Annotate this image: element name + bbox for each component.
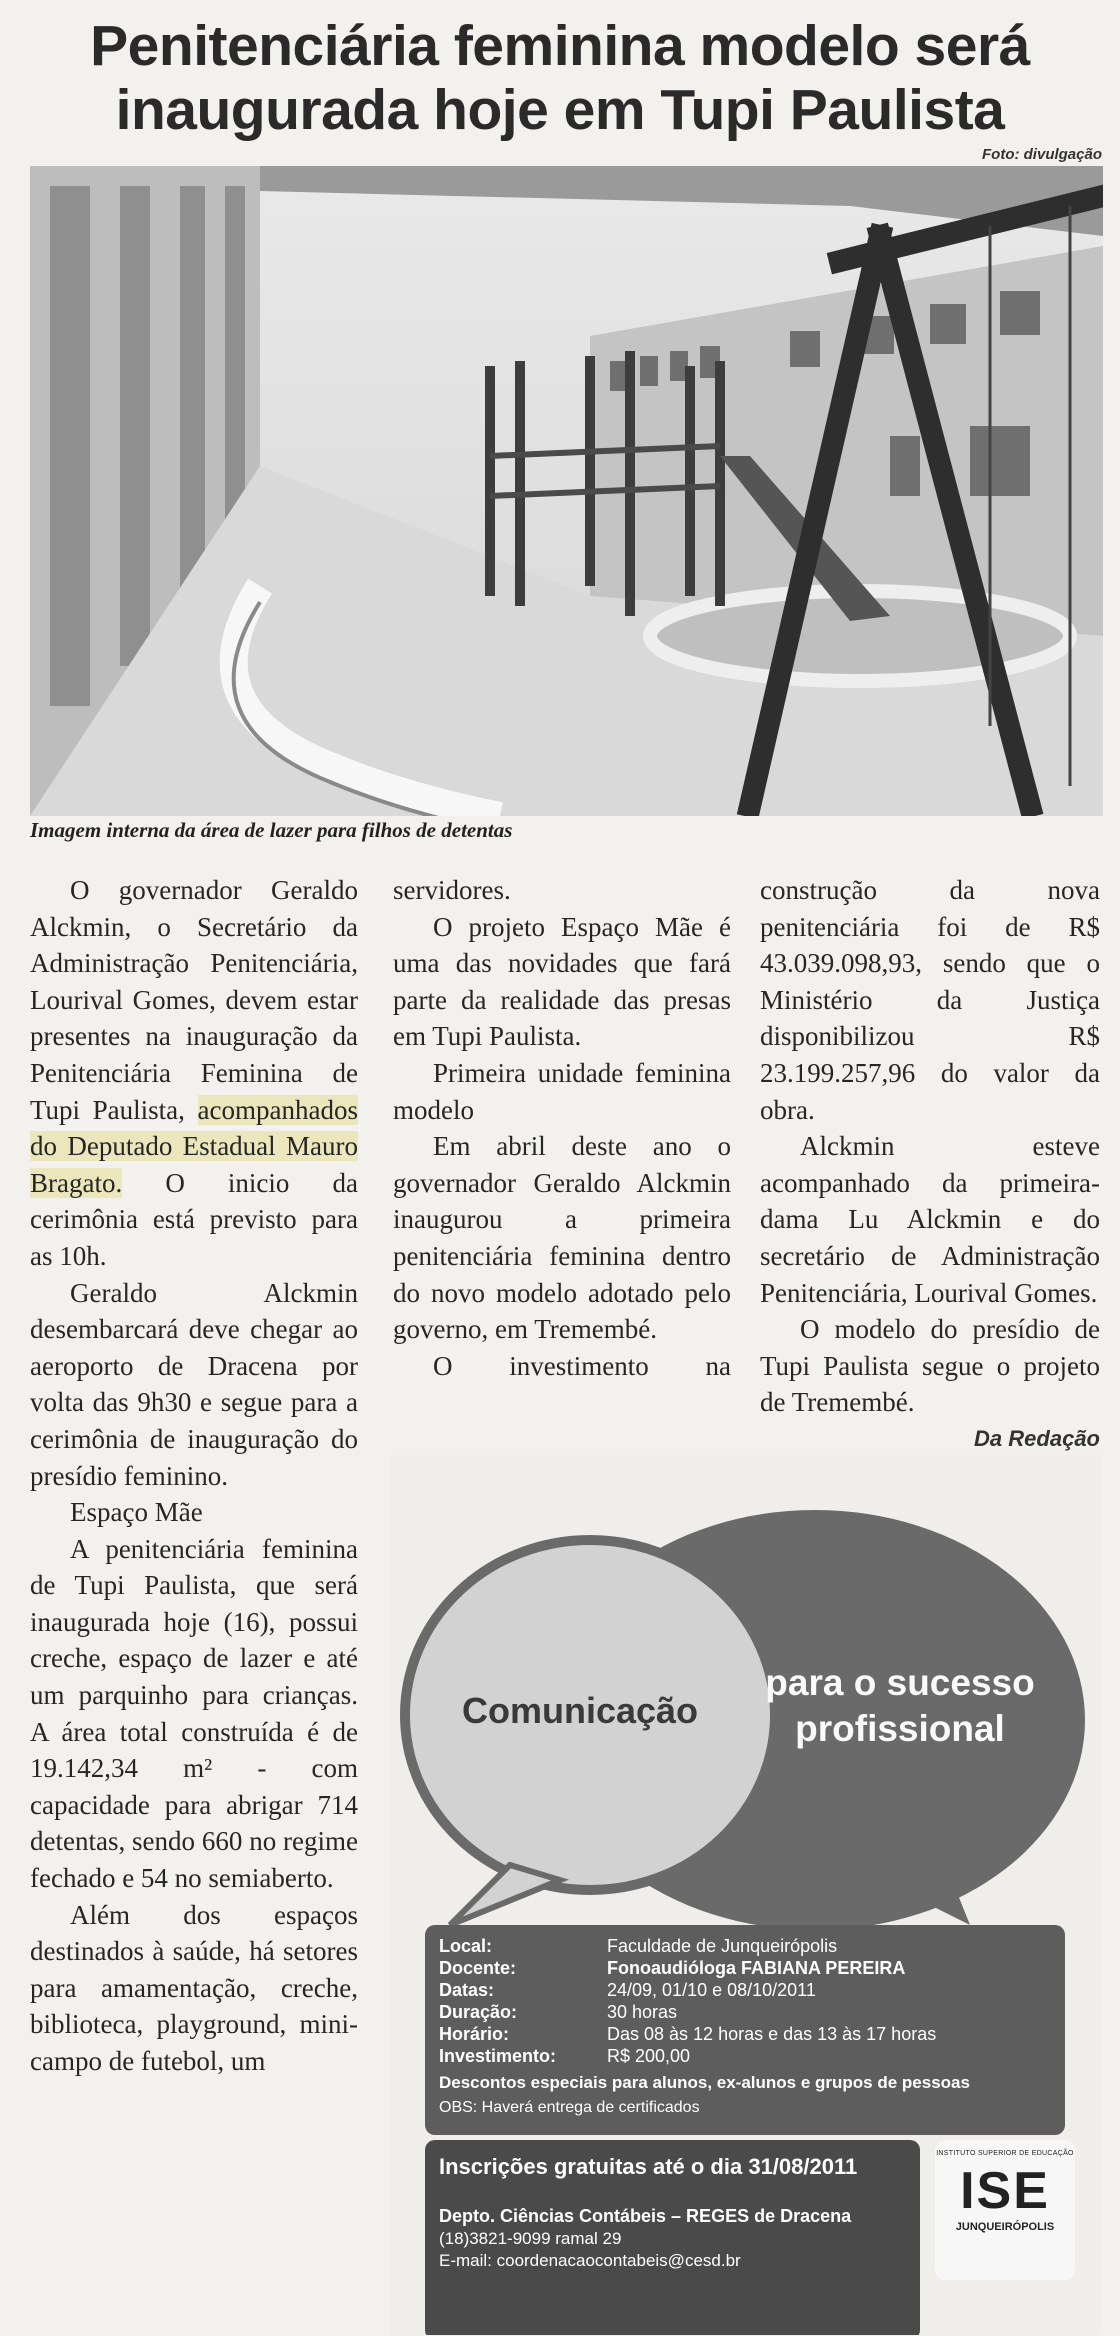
article-photo bbox=[30, 166, 1103, 816]
info-row: Datas: 24/09, 01/10 e 08/10/2011 bbox=[439, 1980, 816, 2000]
email: E-mail: coordenacaocontabeis@cesd.br bbox=[439, 2251, 741, 2270]
paragraph: O investimento na bbox=[433, 1350, 731, 1381]
certificate-note: OBS: Haverá entrega de certificados bbox=[439, 2099, 700, 2116]
headline-line-2: inaugurada hoje em Tupi Paulista bbox=[115, 78, 1005, 142]
headline bbox=[20, 14, 1100, 142]
paragraph: Geraldo Alckmin desembarcará deve chegar ao aeroporto de Dracena por volta das 9h30 e segue para a cerimônia de inauguração do presídio feminino. bbox=[30, 1277, 358, 1491]
info-row: Local: Faculdade de Junqueirópolis bbox=[439, 1936, 838, 1956]
paragraph: O projeto Espaço Mãe é uma das novidades que fará parte da realidade das presas em Tupi Paulista. bbox=[393, 911, 731, 1052]
phone: (18)3821-9099 ramal 29 bbox=[439, 2229, 622, 2248]
ad-bubble-left: Comunicação bbox=[461, 1690, 699, 1731]
signature: Da Redação bbox=[974, 1425, 1100, 1451]
subheading-espaco-mae: Espaço Mãe bbox=[70, 1497, 203, 1528]
info-row: Investimento: R$ 200,00 bbox=[439, 2046, 691, 2066]
department: Depto. Ciências Contábeis – REGES de Dracena bbox=[439, 2206, 852, 2226]
paragraph: O governador Geraldo Alckmin, o Secretário da Administração Penitenciária, Lourival Gomes, devem estar presentes na inauguração da Penitenciária Feminina de Tupi Paulista, acompanhados do Deputado Estadual Mauro Bragato. O inicio da cerimônia está previsto para as 10h. bbox=[30, 875, 358, 1271]
registration-panel bbox=[425, 2140, 920, 2335]
ise-logo: INSTITUTO SUPERIOR DE EDUCAÇÃO ISE JUNQUEIRÓPOLIS bbox=[935, 2140, 1075, 2280]
registration-title: Inscrições gratuitas até o dia 31/08/2011 bbox=[439, 2154, 858, 2179]
info-row: Duração: 30 horas bbox=[439, 2002, 678, 2022]
ad-bubble-right: para o sucesso profissional bbox=[765, 1662, 1035, 1749]
subheading-primeira-unidade: Primeira unidade feminina modelo bbox=[393, 1057, 731, 1125]
paragraph: Alckmin esteve acompanhado da primeira-dama Lu Alckmin e do secretário de Administração Penitenciária, Lourival Gomes. bbox=[760, 1131, 1100, 1308]
paragraph: Em abril deste ano o governador Geraldo Alckmin inaugurou a primeira penitenciária feminina dentro do novo modelo adotado pelo governo, em Tremembé. bbox=[393, 1131, 731, 1345]
discount-note: Descontos especiais para alunos, ex-alunos e grupos de pessoas bbox=[439, 2073, 970, 2092]
photo-caption: Imagem interna da área de lazer para filhos de detentas bbox=[30, 818, 513, 842]
playground-photo bbox=[30, 166, 1103, 816]
info-row: Docente: Fonoaudióloga FABIANA PEREIRA bbox=[439, 1958, 906, 1978]
paragraph: Além dos espaços destinados à saúde, há setores para amamentação, creche, biblioteca, playground, mini-campo de futebol, um bbox=[30, 1899, 358, 2076]
photo-credit: Foto: divulgação bbox=[982, 146, 1102, 163]
paragraph: O modelo do presídio de Tupi Paulista segue o projeto de Tremembé. bbox=[760, 1314, 1100, 1418]
paragraph: servidores. bbox=[393, 875, 511, 905]
info-row: Horário: Das 08 às 12 horas e das 13 às 17 horas bbox=[439, 2024, 937, 2044]
course-info-panel bbox=[425, 1925, 1065, 2135]
article-column-2 bbox=[393, 872, 731, 1384]
paragraph: A penitenciária feminina de Tupi Paulista, que será inaugurada hoje (16), possui creche, espaço de lazer e até um parquinho para crianças. A área total construída é de 19.142,34 m² - com capacidade para abrigar 714 detentas, sendo 660 no regime fechado e 54 no semiaberto. bbox=[30, 1533, 358, 1894]
advertisement bbox=[390, 1455, 1102, 2335]
article-column-1 bbox=[30, 872, 358, 2080]
course-info-table bbox=[435, 1935, 940, 2067]
article-column-3 bbox=[760, 872, 1100, 1458]
paragraph: construção da nova penitenciária foi de R$ 43.039.098,93, sendo que o Ministério da Justiça disponibilizou R$ 23.199.257,96 do valor da obra. bbox=[760, 875, 1100, 1125]
headline-line-1: Penitenciária feminina modelo será bbox=[90, 14, 1030, 78]
